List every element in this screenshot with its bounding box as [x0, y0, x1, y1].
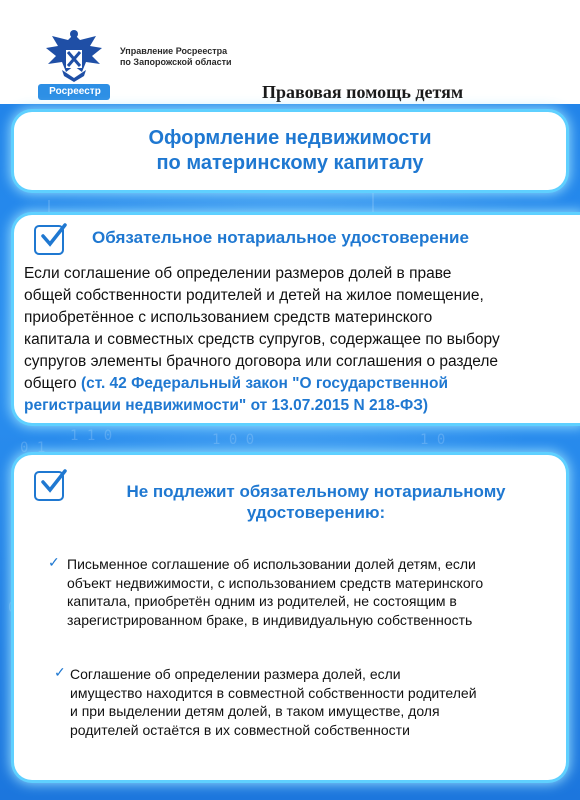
- main-title: [14, 126, 566, 176]
- org-line-2: по Запорожской области: [120, 57, 232, 67]
- section1-line: супругов элементы брачного договора или соглашения о разделе: [24, 353, 499, 370]
- list-item-line: капитала, приобретён одним из родителей, не состоящим в: [67, 593, 457, 609]
- title-line-2: по материнскому капиталу: [156, 152, 424, 174]
- checkmark-icon: ✓: [48, 554, 60, 570]
- list-item-line: родителей остаётся в их совместной собственности: [70, 721, 410, 738]
- section1-plain-text: общего: [24, 375, 81, 392]
- section1-line: Если соглашение об определении размеров долей в праве: [24, 265, 452, 282]
- checkmark-icon: ✓: [54, 664, 66, 680]
- section1-text: [24, 263, 500, 417]
- binary-background: 0 1 1 1 0 1 0 0 1 0 0: [0, 0, 580, 800]
- list-item-line: объект недвижимости, с использованием средств материнского: [67, 574, 484, 591]
- section1-line: приобретённое с использованием средств материнского: [24, 309, 433, 326]
- list-item-line: зарегистрированном браке, в индивидуальную собственность: [67, 611, 473, 628]
- list-item-line: Соглашение об определении размера долей, если: [70, 666, 401, 682]
- law-reference: (ст. 42 Федеральный закон "О государственной: [80, 375, 449, 392]
- org-line-1: Управление Росреестра: [120, 46, 228, 56]
- section1-title: Обязательное нотариальное удостоверение: [92, 228, 469, 247]
- mandatory-notary-card: [14, 215, 580, 423]
- logo-text: Росреестр: [49, 86, 101, 97]
- section1-line-last: [24, 373, 500, 395]
- list-item-line: и при выделении детям долей, в таком имуществе, доля: [70, 703, 440, 719]
- section2-title-line-1: Не подлежит обязательному нотариальному: [126, 482, 506, 501]
- section2-title-line-2: удостоверению:: [246, 503, 386, 522]
- list-item: [67, 555, 483, 629]
- page-heading: Правовая помощь детям: [262, 82, 464, 102]
- checkbox-check-icon: [34, 471, 64, 501]
- list-item-line: Письменное соглашение об использовании долей детям, если: [67, 556, 476, 572]
- list-item: [70, 665, 477, 739]
- checkbox-check-icon: [34, 225, 64, 255]
- not-mandatory-notary-card: [14, 455, 566, 780]
- law-reference-line2: регистрации недвижимости" от 13.07.2015 N 218-ФЗ): [24, 397, 429, 414]
- section1-line: общей собственности родителей и детей на жилое помещение,: [24, 287, 484, 304]
- section1-line: капитала и совместных средств супругов, содержащее по выбору: [24, 331, 500, 348]
- title-card: [14, 112, 566, 190]
- title-line-1: Оформление недвижимости: [148, 127, 432, 149]
- section2-title: [96, 481, 536, 523]
- organization-name: [120, 46, 232, 68]
- list-item-line: имущество находится в совместной собственности родителей: [70, 684, 477, 701]
